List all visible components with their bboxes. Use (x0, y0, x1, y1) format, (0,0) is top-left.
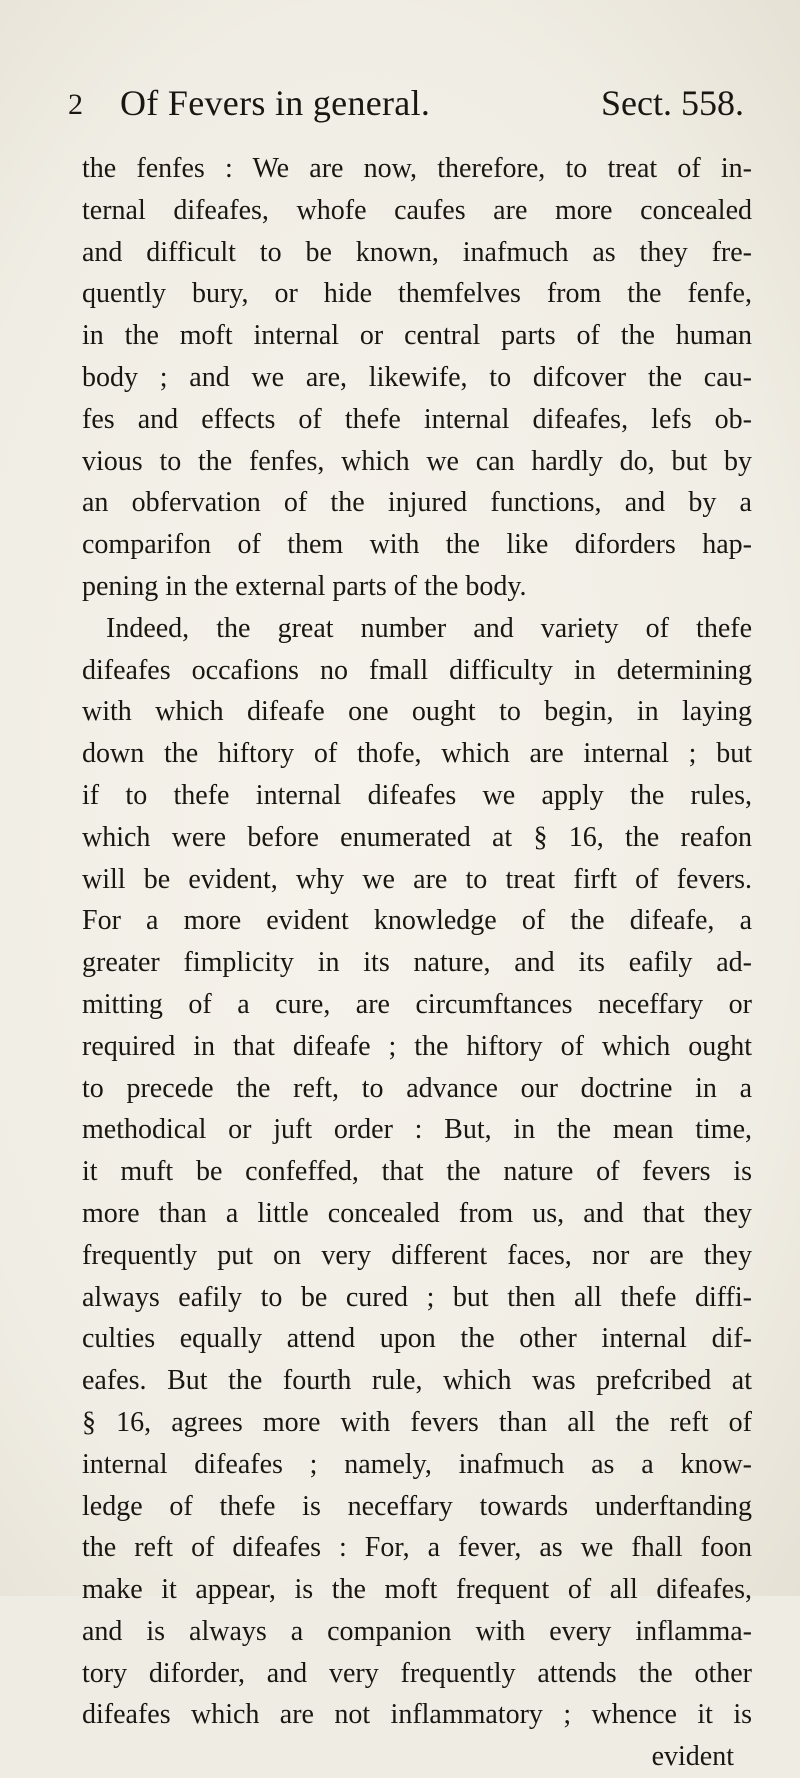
text-line: culties equally attend upon the other internal dif- (82, 1323, 752, 1355)
text-line: internal difeafes ; namely, inafmuch as a know- (82, 1448, 752, 1480)
text-line: more than a little concealed from us, and that they (82, 1197, 752, 1229)
page-number: 2 (68, 88, 83, 121)
text-line: ternal difeafes, whofe caufes are more concealed (82, 194, 752, 226)
text-line: make it appear, is the moft frequent of all difeafes, (82, 1574, 752, 1606)
text-line: comparifon of them with the like diforders hap- (82, 529, 752, 561)
text-line: and is always a companion with every inflamma- (82, 1615, 752, 1647)
catchword: evident (651, 1741, 734, 1773)
text-line: Indeed, the great number and variety of thefe (106, 612, 752, 644)
text-line: For a more evident knowledge of the difeafe, a (82, 905, 752, 937)
text-line: greater fimplicity in its nature, and its eafily ad- (82, 947, 752, 979)
text-line: fes and effects of thefe internal difeafes, lefs ob- (82, 403, 752, 435)
text-line: an obfervation of the injured functions, and by a (82, 487, 752, 519)
page-header (68, 82, 744, 128)
text-line: difeafes occafions no fmall difficulty in determining (82, 654, 752, 686)
text-line: and difficult to be known, inafmuch as they fre- (82, 236, 752, 268)
text-line: quently bury, or hide themfelves from the fenfe, (82, 278, 752, 310)
text-line: which were before enumerated at § 16, the reafon (82, 821, 752, 853)
text-line: required in that difeafe ; the hiftory of which ought (82, 1030, 752, 1062)
text-line: in the moft internal or central parts of the human (82, 320, 752, 352)
text-line: mitting of a cure, are circumftances neceffary or (82, 988, 752, 1020)
text-line: frequently put on very different faces, nor are they (82, 1239, 752, 1271)
text-line: difeafes which are not inflammatory ; whence it is (82, 1699, 752, 1731)
text-line: always eafily to be cured ; but then all thefe diffi- (82, 1281, 752, 1313)
text-line: down the hiftory of thofe, which are internal ; but (82, 738, 752, 770)
text-line: tory diforder, and very frequently attends the other (82, 1657, 752, 1689)
text-line: with which difeafe one ought to begin, in laying (82, 696, 752, 728)
text-line: it muft be confeffed, that the nature of fevers is (82, 1156, 752, 1188)
section-reference: Sect. 558. (601, 83, 744, 123)
text-line: the reft of difeafes : For, a fever, as we fhall foon (82, 1532, 752, 1564)
text-line: ledge of thefe is neceffary towards underftanding (82, 1490, 752, 1522)
text-line: if to thefe internal difeafes we apply the rules, (82, 779, 752, 811)
body-text (82, 148, 752, 1778)
text-line: will be evident, why we are to treat firft of fevers. (82, 863, 752, 895)
text-line: the fenfes : We are now, therefore, to treat of in- (82, 153, 752, 184)
text-line: eafes. But the fourth rule, which was prefcribed at (82, 1365, 752, 1397)
text-line: pening in the external parts of the body. (82, 570, 527, 602)
text-line: to precede the reft, to advance our doctrine in a (82, 1072, 752, 1104)
text-line: vious to the fenfes, which we can hardly do, but by (82, 445, 752, 477)
text-line: body ; and we are, likewife, to difcover the cau- (82, 361, 752, 393)
text-line: methodical or juft order : But, in the mean time, (82, 1114, 752, 1146)
running-title: Of Fevers in general. (120, 83, 431, 123)
text-line: § 16, agrees more with fevers than all the reft of (82, 1406, 752, 1438)
